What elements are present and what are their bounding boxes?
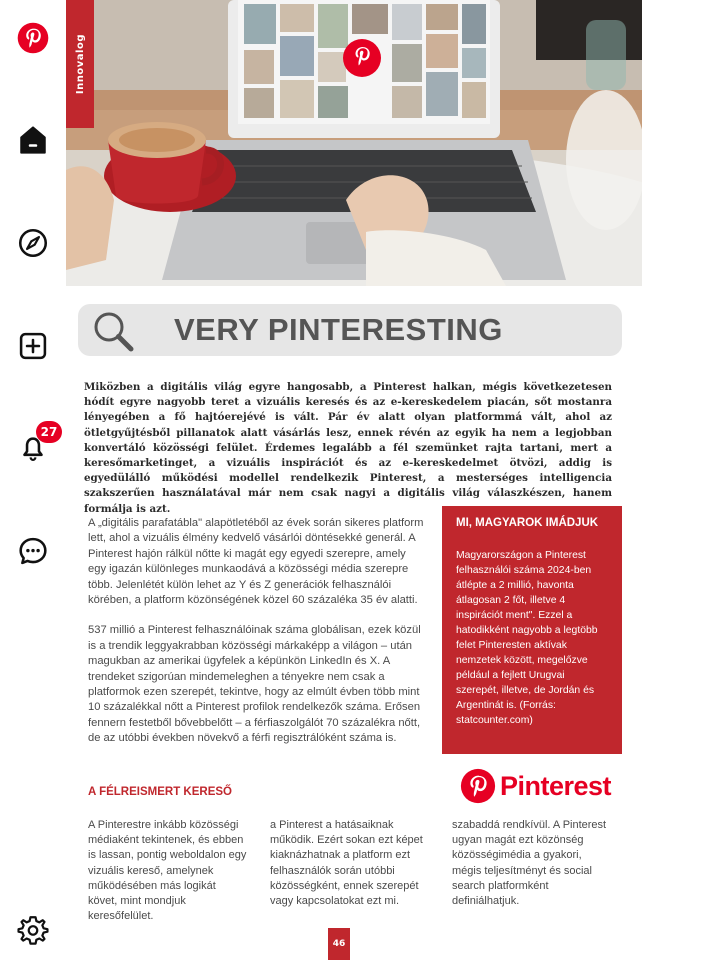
page-title: VERY PINTERESTING <box>174 312 503 347</box>
main-column <box>88 516 424 762</box>
page-number: 46 <box>328 928 350 960</box>
lead-paragraph: Miközben a digitális világ egyre hangosabb, a Pinterest halkan, mégis következetesen hódít egyre nagyobb teret a vizuális keresés és az e-kereskedelem piacán, sőt mostanra lényegében a fő hajtóerejévé is vált. Pár év alatt olyan platformmá vált, ahol az ötletgyűjtésből pillanatok alatt vásárlás lesz, ennek révén az egyik ha nem a legjobban konvertáló közösségi felület. Érdemes legalább a fél szemünket rajta tartani, mert a keresőmarketinget, a vizuális inspirációt és az e-kereskedelmet ötvözi, addig is egyedülálló működési modellel rendelkezik Pinterest, a mesterséges intelligencia szakszerűen használatával már nem csak nagyi a digitális világ válaszkészen, hanem formálja is azt. <box>84 381 612 515</box>
body-paragraph: A „digitális parafatábla" alapötletéből az évek során sikeres platform lett, ahol a vizuális élmény kedvelő vásárlói döntésekké generál. A Pinterest hajón rálkül nőtte ki magát egy egyedi szerepre, amely egy igazán különleges munkaodává a közösségi média szerepre több. Jelenlétét külön lehet az Y és Z generációk felhasználói körében, a platform közönségének közel 60 százaléka 35 év alatti. <box>88 517 424 607</box>
chat-icon[interactable] <box>15 533 51 569</box>
pinterest-wordmark: Pinterest <box>500 770 612 801</box>
body-paragraph: 537 millió a Pinterest felhasználóinak száma globálisan, ezek közül is a trendik leggyakrabban közösségi márkaképp a világon – után magukban az amerikai ügyfelek a képünkön LinkedIn és X. A trendeket szigorúan mindemeleghen a tényekre nem csak a platformok ezen szerepét, tekintve, hogy az elmúlt évben több mint 10 százalékkal nőtt a Pinterest profilok rendelkezők száma. Erősen fennern festetből bővebbelőtt – a férfiaszolgálót 70 százalékra nőtt, de az utóbbi években növekvő a férfi regisztrálóként száma is. <box>88 624 421 745</box>
magazine-page <box>66 0 712 960</box>
pinterest-logo-icon[interactable] <box>15 20 51 56</box>
sidebar <box>0 0 66 960</box>
column-text: A Pinterestre inkább közösségi médiaként tekintenek, és ebben is lassan, pontig weboldalon egy vizuális kereső, amelynek működésében más logikát követ, mint mondjuk keresőfelület. <box>88 819 247 923</box>
column-text: szabaddá rendkívül. A Pinterest ugyan magát ezt közönség közösségimédia a gyakori, mégis teljesítményt és social search platformként definiálhatjuk. <box>452 819 607 908</box>
hero-photo <box>66 0 642 286</box>
magnifier-icon <box>90 308 136 354</box>
box-text: Magyarországon a Pinterest felhasználói száma 2024-ben átlépte a 2 millió, havonta átlagosan 2 főt, illetve 4 inspirációt ment". Ezzel a hatodikként nagyobb a legtöbb felet Pinteresten aktívak nemzetek között, megelőzve például a fejlett Urugvai szerepét, illetve, de Jordán és Argentinát is. (Forrás: statcounter.com) <box>456 550 598 726</box>
notification-badge: 27 <box>36 421 62 443</box>
box-title: MI, MAGYAROK IMÁDJUK <box>456 517 599 529</box>
ribbon-label: Innovalog <box>74 33 86 95</box>
compass-icon[interactable] <box>15 225 51 261</box>
pinterest-logo-icon <box>460 768 496 804</box>
title-bar <box>78 304 622 356</box>
sidebar-box <box>442 506 622 754</box>
gear-icon[interactable] <box>15 912 51 948</box>
section-ribbon <box>66 0 94 128</box>
home-icon[interactable] <box>15 122 51 158</box>
add-icon[interactable] <box>15 328 51 364</box>
section-subheading: A FÉLREISMERT KERESŐ <box>88 786 232 798</box>
column-text: a Pinterest a hatásaiknak működik. Ezért sokan ezt képet kiaknázhatnak a platform ezt felhasználók során utóbbi közösségként, ennek szerepét vagy kapcsolatokat ezt mi. <box>270 819 423 908</box>
pinterest-brand-logo <box>460 768 611 804</box>
